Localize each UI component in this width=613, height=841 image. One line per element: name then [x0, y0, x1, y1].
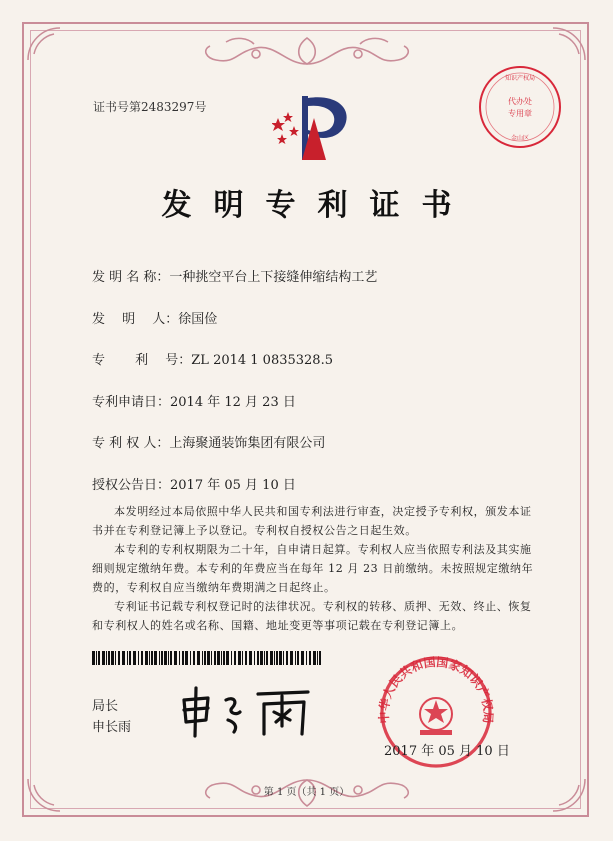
field-value: 2017 年 05 月 10 日 — [170, 478, 296, 493]
sign-date: 2017 年 05 月 10 日 — [384, 744, 510, 759]
field-patentee — [92, 432, 325, 451]
field-label: 发 明 人： — [92, 312, 179, 327]
field-value: 一种挑空平台上下接缝伸缩结构工艺 — [169, 270, 378, 285]
body-paragraph: 专利证书记载专利权登记时的法律状况。专利权的转移、质押、无效、终止、恢复和专利权人的姓名或名称、国籍、地址变更等事项记载在专利登记簿上。 — [92, 600, 532, 632]
top-ornament — [196, 34, 418, 68]
field-grant-date — [92, 474, 296, 493]
field-value: 2014 年 12 月 23 日 — [170, 395, 296, 410]
corner-ornament-top-left — [24, 24, 64, 64]
patent-office-logo — [272, 88, 356, 164]
body-paragraph: 本发明经过本局依照中华人民共和国专利法进行审查，决定授予专利权，颁发本证书并在专利登记簿上予以登记。专利权自授权公告之日起生效。 — [92, 505, 532, 537]
field-label: 专利申请日： — [92, 395, 171, 410]
svg-text:专用章: 专用章 — [508, 109, 532, 118]
field-value: 上海聚通装饰集团有限公司 — [169, 436, 326, 451]
svg-text:金山区: 金山区 — [510, 135, 530, 142]
field-label: 专 利 权 人： — [92, 436, 170, 451]
field-value: ZL 2014 1 0835328.5 — [191, 353, 333, 368]
barcode — [92, 651, 324, 665]
field-application-date — [92, 391, 296, 410]
field-label: 授权公告日： — [92, 478, 171, 493]
signatory-name: 申长雨 — [92, 720, 132, 735]
page-number: 第 1 页（共 1 页） — [263, 787, 350, 798]
field-patent-number — [92, 349, 333, 368]
field-label: 发 明 名 称： — [92, 270, 170, 285]
director-signature — [178, 686, 318, 738]
svg-text:代办处: 代办处 — [508, 97, 532, 106]
certificate-body — [92, 502, 542, 635]
agency-seal-small — [477, 64, 563, 150]
certificate-number: 证书号第2483297号 — [93, 100, 207, 114]
field-invention-name — [92, 266, 377, 285]
signatory-title: 局长 — [92, 699, 119, 714]
certificate-title: 发明专利证书 — [161, 188, 474, 223]
svg-text:知识产权局: 知识产权局 — [504, 75, 536, 82]
svg-text:中华人民共和国国家知识产权局: 中华人民共和国国家知识产权局 — [376, 654, 496, 724]
field-value: 徐国俭 — [178, 312, 218, 327]
field-label: 专 利 号： — [92, 353, 192, 368]
body-paragraph: 本专利的专利权期限为二十年，自申请日起算。专利权人应当依照专利法及其实施细则规定缴纳年费。本专利的年费应当在每年 12 月 23 日前缴纳。未按照规定缴纳年费的，专利权自应当缴纳年费期满之日起终止。 — [92, 543, 534, 594]
corner-ornament-top-right — [549, 24, 589, 64]
field-inventor — [92, 308, 217, 327]
